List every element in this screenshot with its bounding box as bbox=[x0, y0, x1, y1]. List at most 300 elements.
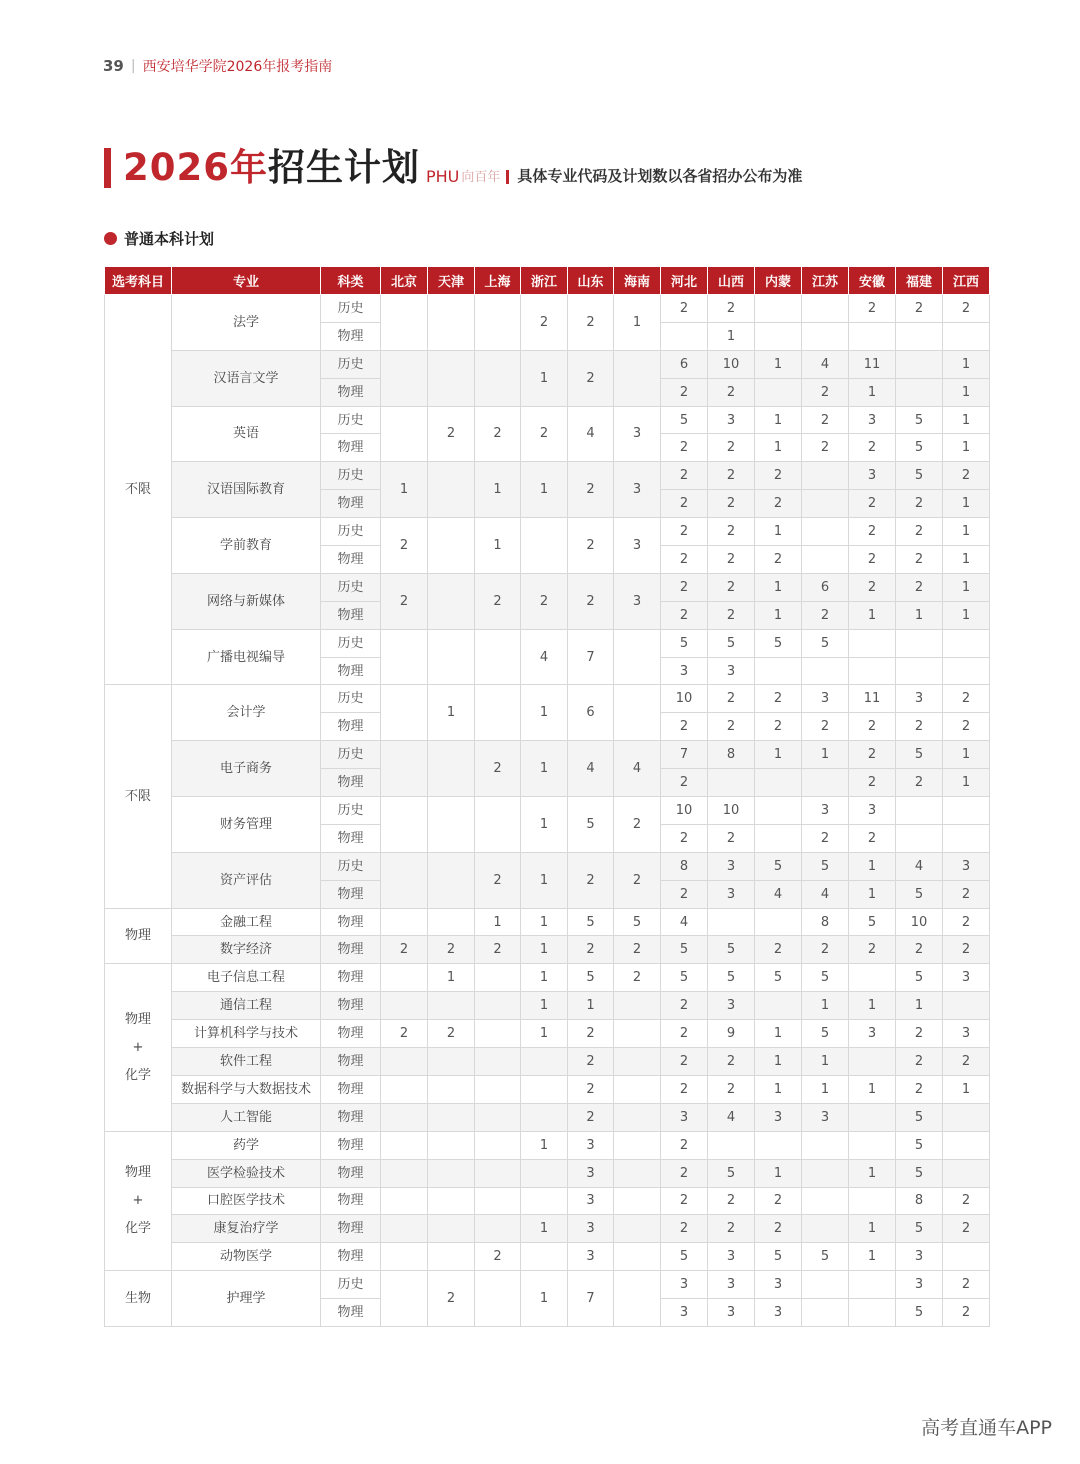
quota-cell bbox=[943, 1159, 990, 1187]
quota-cell: 2 bbox=[614, 936, 661, 964]
quota-cell: 2 bbox=[802, 434, 849, 462]
quota-cell bbox=[428, 797, 475, 853]
table-row bbox=[105, 685, 990, 713]
quota-cell: 2 bbox=[896, 573, 943, 601]
quota-cell: 2 bbox=[661, 769, 708, 797]
quota-cell bbox=[896, 797, 943, 825]
title-note: 具体专业代码及计划数以各省招办公布为准 bbox=[517, 167, 803, 185]
quota-cell: 2 bbox=[475, 936, 521, 964]
quota-cell: 2 bbox=[381, 573, 428, 629]
quota-cell: 5 bbox=[896, 406, 943, 434]
quota-cell bbox=[849, 1187, 896, 1215]
column-header: 江苏 bbox=[802, 267, 849, 295]
quota-cell bbox=[614, 1020, 661, 1048]
quota-cell bbox=[943, 629, 990, 657]
quota-cell bbox=[755, 769, 802, 797]
quota-cell: 1 bbox=[521, 741, 568, 797]
quota-cell bbox=[755, 295, 802, 323]
table-row bbox=[105, 964, 990, 992]
quota-cell bbox=[428, 295, 475, 351]
quota-cell: 2 bbox=[521, 573, 568, 629]
selection-subject-cell: 物理 + 化学 bbox=[105, 964, 172, 1131]
quota-cell: 1 bbox=[521, 685, 568, 741]
major-name-cell: 电子信息工程 bbox=[172, 964, 321, 992]
quota-cell: 2 bbox=[708, 824, 755, 852]
quota-cell bbox=[475, 350, 521, 406]
quota-cell bbox=[614, 1048, 661, 1076]
quota-cell bbox=[849, 964, 896, 992]
quota-cell: 5 bbox=[849, 908, 896, 936]
quota-cell bbox=[475, 1020, 521, 1048]
quota-cell: 1 bbox=[943, 741, 990, 769]
quota-cell bbox=[475, 629, 521, 685]
table-row bbox=[105, 295, 990, 323]
quota-cell bbox=[428, 1243, 475, 1271]
quota-cell bbox=[755, 908, 802, 936]
quota-cell bbox=[381, 1215, 428, 1243]
table-row bbox=[105, 1271, 990, 1299]
quota-cell: 2 bbox=[568, 1075, 614, 1103]
quota-cell: 5 bbox=[755, 1243, 802, 1271]
table-row bbox=[105, 406, 990, 434]
quota-cell: 3 bbox=[661, 1103, 708, 1131]
quota-cell: 3 bbox=[755, 1299, 802, 1327]
quota-cell: 2 bbox=[708, 1048, 755, 1076]
quota-cell bbox=[943, 992, 990, 1020]
quota-cell: 3 bbox=[708, 406, 755, 434]
quota-cell: 2 bbox=[849, 546, 896, 574]
quota-cell: 1 bbox=[521, 1131, 568, 1159]
quota-cell: 2 bbox=[802, 601, 849, 629]
selection-subject-cell: 不限 bbox=[105, 685, 172, 908]
quota-cell bbox=[943, 657, 990, 685]
quota-cell: 2 bbox=[708, 685, 755, 713]
major-name-cell: 计算机科学与技术 bbox=[172, 1020, 321, 1048]
quota-cell: 2 bbox=[896, 490, 943, 518]
quota-cell bbox=[849, 1271, 896, 1299]
subject-type-cell: 历史 bbox=[321, 1271, 381, 1299]
quota-cell bbox=[381, 1187, 428, 1215]
quota-cell: 1 bbox=[755, 350, 802, 378]
quota-cell: 1 bbox=[521, 936, 568, 964]
subject-type-cell: 物理 bbox=[321, 1187, 381, 1215]
quota-cell: 1 bbox=[943, 378, 990, 406]
quota-cell: 2 bbox=[755, 546, 802, 574]
quota-cell: 2 bbox=[802, 824, 849, 852]
quota-cell: 5 bbox=[708, 629, 755, 657]
quota-cell: 1 bbox=[755, 741, 802, 769]
subject-type-cell: 历史 bbox=[321, 852, 381, 880]
table-row bbox=[105, 908, 990, 936]
table-row bbox=[105, 1048, 990, 1076]
quota-cell: 5 bbox=[802, 852, 849, 880]
quota-cell: 3 bbox=[568, 1215, 614, 1243]
quota-cell: 1 bbox=[849, 880, 896, 908]
quota-cell bbox=[428, 1131, 475, 1159]
quota-cell: 5 bbox=[896, 1215, 943, 1243]
major-name-cell: 康复治疗学 bbox=[172, 1215, 321, 1243]
quota-cell: 5 bbox=[802, 964, 849, 992]
quota-cell bbox=[802, 1299, 849, 1327]
quota-cell: 2 bbox=[755, 462, 802, 490]
quota-cell: 2 bbox=[475, 573, 521, 629]
quota-cell: 10 bbox=[661, 685, 708, 713]
quota-cell: 2 bbox=[943, 462, 990, 490]
note-accent-bar bbox=[506, 170, 509, 184]
quota-cell: 2 bbox=[802, 936, 849, 964]
quota-cell: 2 bbox=[568, 295, 614, 351]
quota-cell: 1 bbox=[802, 1048, 849, 1076]
quota-cell: 2 bbox=[849, 518, 896, 546]
major-name-cell: 数字经济 bbox=[172, 936, 321, 964]
quota-cell: 5 bbox=[661, 629, 708, 657]
quota-cell: 7 bbox=[568, 1271, 614, 1327]
column-header: 浙江 bbox=[521, 267, 568, 295]
quota-cell: 2 bbox=[849, 573, 896, 601]
page-header bbox=[103, 56, 332, 76]
quota-cell: 2 bbox=[661, 1075, 708, 1103]
quota-cell: 3 bbox=[661, 1271, 708, 1299]
quota-cell: 5 bbox=[708, 936, 755, 964]
quota-cell bbox=[475, 1131, 521, 1159]
quota-cell bbox=[428, 1215, 475, 1243]
quota-cell bbox=[475, 797, 521, 853]
major-name-cell: 汉语言文学 bbox=[172, 350, 321, 406]
quota-cell: 3 bbox=[755, 1271, 802, 1299]
quota-cell: 2 bbox=[849, 713, 896, 741]
quota-cell: 2 bbox=[755, 490, 802, 518]
quota-cell bbox=[381, 1048, 428, 1076]
quota-cell: 9 bbox=[708, 1020, 755, 1048]
major-name-cell: 会计学 bbox=[172, 685, 321, 741]
watermark: 高考直通车APP bbox=[921, 1417, 1052, 1439]
quota-cell: 2 bbox=[661, 1187, 708, 1215]
quota-cell: 1 bbox=[708, 322, 755, 350]
quota-cell: 5 bbox=[802, 1243, 849, 1271]
column-header: 山西 bbox=[708, 267, 755, 295]
quota-cell: 2 bbox=[661, 601, 708, 629]
subject-type-cell: 历史 bbox=[321, 573, 381, 601]
quota-cell: 3 bbox=[614, 406, 661, 462]
header-separator: | bbox=[130, 58, 136, 74]
section-heading bbox=[104, 228, 214, 249]
quota-cell: 2 bbox=[568, 1020, 614, 1048]
quota-cell: 2 bbox=[661, 824, 708, 852]
quota-cell bbox=[802, 295, 849, 323]
quota-cell bbox=[708, 1131, 755, 1159]
quota-cell: 1 bbox=[849, 1243, 896, 1271]
quota-cell: 8 bbox=[661, 852, 708, 880]
quota-cell bbox=[428, 573, 475, 629]
quota-cell bbox=[475, 1103, 521, 1131]
quota-cell: 2 bbox=[568, 573, 614, 629]
subject-type-cell: 物理 bbox=[321, 824, 381, 852]
quota-cell: 2 bbox=[708, 713, 755, 741]
selection-subject-cell: 生物 bbox=[105, 1271, 172, 1327]
quota-cell bbox=[521, 1243, 568, 1271]
quota-cell bbox=[802, 490, 849, 518]
quota-cell bbox=[381, 992, 428, 1020]
quota-cell: 3 bbox=[943, 964, 990, 992]
quota-cell bbox=[755, 992, 802, 1020]
table-row bbox=[105, 1131, 990, 1159]
quota-cell bbox=[428, 1075, 475, 1103]
quota-cell: 2 bbox=[755, 1187, 802, 1215]
quota-cell: 2 bbox=[849, 769, 896, 797]
quota-cell: 11 bbox=[849, 685, 896, 713]
quota-cell bbox=[802, 1187, 849, 1215]
quota-cell: 2 bbox=[708, 378, 755, 406]
quota-cell: 2 bbox=[943, 1215, 990, 1243]
quota-cell: 2 bbox=[428, 1271, 475, 1327]
subject-type-cell: 历史 bbox=[321, 797, 381, 825]
quota-cell: 1 bbox=[943, 434, 990, 462]
quota-cell: 1 bbox=[521, 852, 568, 908]
quota-cell bbox=[708, 908, 755, 936]
quota-cell: 2 bbox=[943, 1187, 990, 1215]
quota-cell: 1 bbox=[849, 1075, 896, 1103]
quota-cell bbox=[755, 322, 802, 350]
column-header: 内蒙 bbox=[755, 267, 802, 295]
major-name-cell: 口腔医学技术 bbox=[172, 1187, 321, 1215]
quota-cell: 2 bbox=[896, 1048, 943, 1076]
quota-cell bbox=[614, 1187, 661, 1215]
column-header: 科类 bbox=[321, 267, 381, 295]
major-name-cell: 通信工程 bbox=[172, 992, 321, 1020]
table-header-row bbox=[105, 267, 990, 295]
quota-cell: 10 bbox=[661, 797, 708, 825]
quota-cell: 8 bbox=[802, 908, 849, 936]
quota-cell bbox=[428, 1159, 475, 1187]
quota-cell: 1 bbox=[802, 1075, 849, 1103]
quota-cell: 4 bbox=[896, 852, 943, 880]
quota-cell: 2 bbox=[896, 769, 943, 797]
subject-type-cell: 物理 bbox=[321, 908, 381, 936]
quota-cell bbox=[428, 1187, 475, 1215]
quota-cell: 1 bbox=[896, 601, 943, 629]
quota-cell: 1 bbox=[521, 964, 568, 992]
quota-cell bbox=[428, 1048, 475, 1076]
subject-type-cell: 物理 bbox=[321, 1131, 381, 1159]
quota-cell: 2 bbox=[849, 936, 896, 964]
quota-cell: 2 bbox=[661, 378, 708, 406]
table-row bbox=[105, 797, 990, 825]
quota-cell: 5 bbox=[896, 741, 943, 769]
quota-cell bbox=[381, 1131, 428, 1159]
major-name-cell: 财务管理 bbox=[172, 797, 321, 853]
quota-cell: 3 bbox=[802, 797, 849, 825]
quota-cell: 2 bbox=[896, 713, 943, 741]
quota-cell: 2 bbox=[896, 1075, 943, 1103]
quota-cell: 3 bbox=[896, 685, 943, 713]
quota-cell: 5 bbox=[568, 908, 614, 936]
quota-cell: 2 bbox=[943, 713, 990, 741]
quota-cell bbox=[381, 1243, 428, 1271]
quota-cell bbox=[475, 1271, 521, 1327]
major-name-cell: 药学 bbox=[172, 1131, 321, 1159]
quota-cell: 5 bbox=[896, 964, 943, 992]
quota-cell bbox=[614, 1075, 661, 1103]
quota-cell bbox=[755, 657, 802, 685]
quota-cell: 1 bbox=[849, 992, 896, 1020]
quota-cell: 2 bbox=[475, 406, 521, 462]
quota-cell: 5 bbox=[802, 629, 849, 657]
quota-cell bbox=[428, 741, 475, 797]
quota-cell: 1 bbox=[802, 741, 849, 769]
quota-cell: 1 bbox=[521, 1215, 568, 1243]
quota-cell: 2 bbox=[661, 518, 708, 546]
quota-cell bbox=[381, 964, 428, 992]
column-header: 上海 bbox=[475, 267, 521, 295]
quota-cell: 3 bbox=[614, 462, 661, 518]
table-row bbox=[105, 629, 990, 657]
quota-cell: 2 bbox=[568, 518, 614, 574]
quota-cell bbox=[802, 657, 849, 685]
quota-cell: 5 bbox=[661, 964, 708, 992]
quota-cell: 5 bbox=[755, 964, 802, 992]
quota-cell bbox=[802, 769, 849, 797]
phu-logo-text: PHU bbox=[425, 167, 460, 186]
quota-cell: 2 bbox=[896, 1020, 943, 1048]
quota-cell: 2 bbox=[849, 824, 896, 852]
quota-cell: 2 bbox=[661, 546, 708, 574]
quota-cell bbox=[381, 1103, 428, 1131]
quota-cell bbox=[614, 1271, 661, 1327]
quota-cell bbox=[428, 462, 475, 518]
quota-cell: 1 bbox=[755, 573, 802, 601]
quota-cell: 2 bbox=[475, 852, 521, 908]
table-row bbox=[105, 741, 990, 769]
quota-cell: 2 bbox=[661, 1020, 708, 1048]
major-name-cell: 软件工程 bbox=[172, 1048, 321, 1076]
quota-cell: 5 bbox=[755, 852, 802, 880]
quota-cell: 1 bbox=[521, 1271, 568, 1327]
quota-cell: 2 bbox=[661, 1048, 708, 1076]
quota-cell: 2 bbox=[802, 713, 849, 741]
quota-cell: 1 bbox=[849, 601, 896, 629]
quota-cell: 4 bbox=[755, 880, 802, 908]
table-row bbox=[105, 1243, 990, 1271]
quota-cell: 5 bbox=[896, 1299, 943, 1327]
quota-cell: 2 bbox=[943, 1048, 990, 1076]
quota-cell: 4 bbox=[802, 880, 849, 908]
quota-cell: 4 bbox=[614, 741, 661, 797]
quota-cell bbox=[849, 1048, 896, 1076]
major-name-cell: 网络与新媒体 bbox=[172, 573, 321, 629]
quota-cell: 4 bbox=[708, 1103, 755, 1131]
quota-cell: 2 bbox=[521, 406, 568, 462]
quota-cell: 2 bbox=[661, 434, 708, 462]
subject-type-cell: 物理 bbox=[321, 1159, 381, 1187]
quota-cell: 3 bbox=[849, 462, 896, 490]
quota-cell: 1 bbox=[755, 601, 802, 629]
quota-cell: 2 bbox=[708, 462, 755, 490]
quota-cell: 1 bbox=[943, 573, 990, 601]
quota-cell: 2 bbox=[475, 1243, 521, 1271]
page-number: 39 bbox=[103, 57, 124, 75]
table-row bbox=[105, 936, 990, 964]
quota-cell: 3 bbox=[755, 1103, 802, 1131]
title-year: 2026年 bbox=[123, 146, 268, 189]
quota-cell: 6 bbox=[568, 685, 614, 741]
table-row bbox=[105, 1075, 990, 1103]
quota-cell: 4 bbox=[802, 350, 849, 378]
quota-cell bbox=[381, 1271, 428, 1327]
quota-cell: 1 bbox=[568, 992, 614, 1020]
quota-cell: 2 bbox=[661, 992, 708, 1020]
table-row bbox=[105, 1215, 990, 1243]
quota-cell bbox=[849, 1299, 896, 1327]
quota-cell bbox=[802, 1131, 849, 1159]
quota-cell bbox=[614, 1131, 661, 1159]
quota-cell: 2 bbox=[661, 1131, 708, 1159]
quota-cell bbox=[943, 1243, 990, 1271]
major-name-cell: 广播电视编导 bbox=[172, 629, 321, 685]
major-name-cell: 汉语国际教育 bbox=[172, 462, 321, 518]
quota-cell bbox=[849, 1103, 896, 1131]
quota-cell: 2 bbox=[943, 936, 990, 964]
column-header: 海南 bbox=[614, 267, 661, 295]
quota-cell bbox=[614, 992, 661, 1020]
subject-type-cell: 历史 bbox=[321, 741, 381, 769]
enrollment-plan-table bbox=[104, 266, 990, 1327]
subject-type-cell: 历史 bbox=[321, 462, 381, 490]
quota-cell: 2 bbox=[896, 936, 943, 964]
quota-cell: 1 bbox=[802, 992, 849, 1020]
quota-cell bbox=[802, 462, 849, 490]
quota-cell bbox=[802, 1215, 849, 1243]
quota-cell bbox=[475, 1215, 521, 1243]
quota-cell: 3 bbox=[568, 1243, 614, 1271]
quota-cell: 2 bbox=[896, 546, 943, 574]
quota-cell: 5 bbox=[896, 1131, 943, 1159]
quota-cell bbox=[381, 350, 428, 406]
quota-cell: 1 bbox=[849, 852, 896, 880]
quota-cell bbox=[475, 1075, 521, 1103]
subject-type-cell: 物理 bbox=[321, 1048, 381, 1076]
quota-cell bbox=[521, 1187, 568, 1215]
quota-cell: 1 bbox=[614, 295, 661, 351]
subject-type-cell: 物理 bbox=[321, 490, 381, 518]
quota-cell bbox=[896, 657, 943, 685]
quota-cell: 5 bbox=[661, 1243, 708, 1271]
column-header: 河北 bbox=[661, 267, 708, 295]
table-row bbox=[105, 1020, 990, 1048]
quota-cell bbox=[381, 685, 428, 741]
quota-cell: 3 bbox=[896, 1243, 943, 1271]
quota-cell: 4 bbox=[568, 406, 614, 462]
quota-cell: 10 bbox=[896, 908, 943, 936]
quota-cell: 3 bbox=[708, 1271, 755, 1299]
quota-cell: 1 bbox=[943, 350, 990, 378]
quota-cell bbox=[614, 1159, 661, 1187]
quota-cell: 2 bbox=[755, 1215, 802, 1243]
quota-cell: 1 bbox=[943, 518, 990, 546]
table-row bbox=[105, 1159, 990, 1187]
quota-cell: 2 bbox=[661, 295, 708, 323]
quota-cell: 2 bbox=[802, 406, 849, 434]
quota-cell: 4 bbox=[568, 741, 614, 797]
column-header: 安徽 bbox=[849, 267, 896, 295]
quota-cell: 2 bbox=[661, 573, 708, 601]
quota-cell bbox=[755, 797, 802, 825]
phu-subtitle: 向百年 bbox=[461, 170, 501, 185]
quota-cell: 3 bbox=[896, 1271, 943, 1299]
quota-cell: 3 bbox=[568, 1159, 614, 1187]
subject-type-cell: 物理 bbox=[321, 1243, 381, 1271]
quota-cell bbox=[943, 1103, 990, 1131]
quota-cell bbox=[896, 350, 943, 378]
